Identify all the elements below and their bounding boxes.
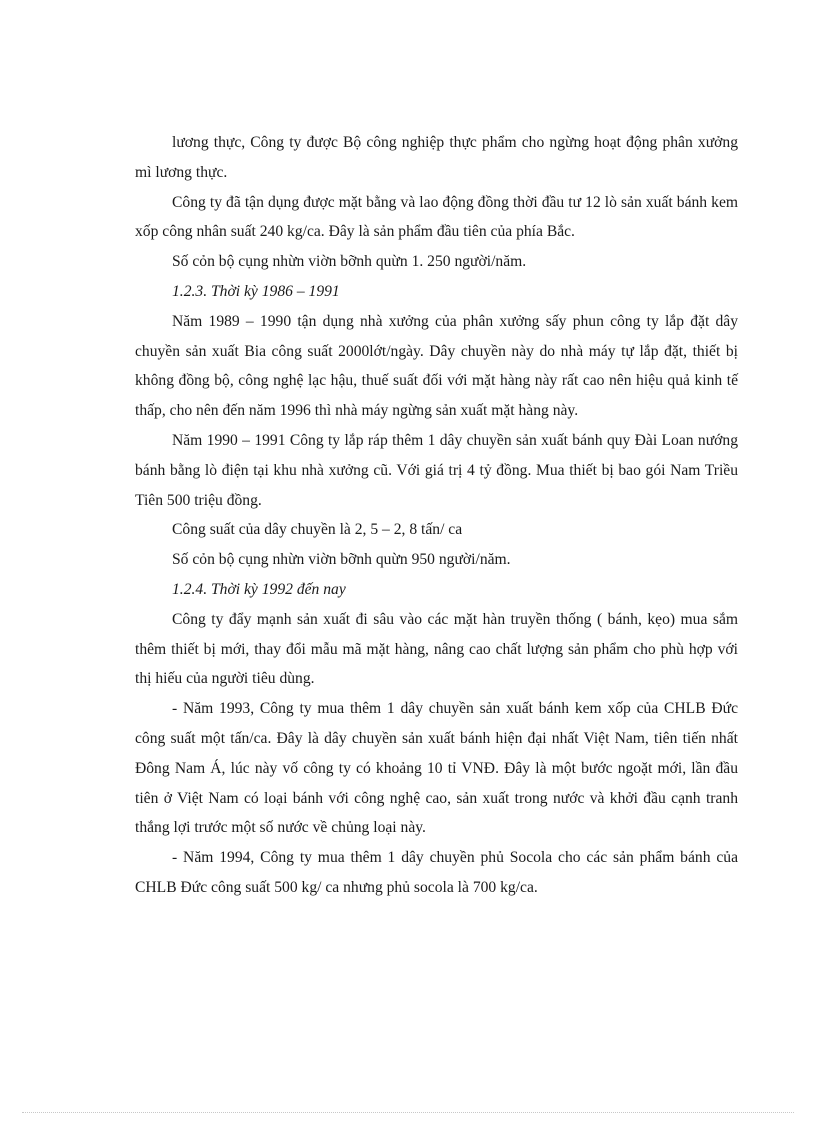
section-heading: 1.2.4. Thời kỳ 1992 đến nay <box>172 580 346 598</box>
paragraph: Số cỏn bộ cụng nhừn viờn bỡnh quừn 950 người/năm. <box>172 551 511 569</box>
page-bottom-divider <box>22 1112 794 1113</box>
paragraph: Năm 1989 – 1990 tận dụng nhà xưởng của phân xưởng sấy phun công ty lắp đặt dây chuyền sản xuất Bia công suất 2000lớt/ngày. Dây chuyền này do nhà máy tự lắp đặt, thiết bị không đồng bộ, công nghệ lạc hậu, thuế suất đối với mặt hàng này rất cao nên hiệu quả kinh tế thấp, cho nên đến năm 1996 thì nhà máy ngừng sản xuất mặt hàng này. <box>135 312 738 420</box>
paragraph: - Năm 1993, Công ty mua thêm 1 dây chuyền sản xuất bánh kem xốp của CHLB Đức công suất một tấn/ca. Đây là dây chuyền sản xuất bánh hiện đại nhất Việt Nam, tiên tiến nhất Đông Nam Á, lúc này vố công ty có khoảng 10 tỉ VNĐ. Đây là một bước ngoặt mới, lần đầu tiên ở Việt Nam có loại bánh với công nghệ cao, sản xuất trong nước và khởi đầu cạnh tranh thắng lợi trước một số nước về chủng loại này. <box>135 700 738 837</box>
paragraph: Công ty đẩy mạnh sản xuất đi sâu vào các mặt hàn truyền thống ( bánh, kẹo) mua sắm thêm thiết bị mới, thay đổi mẫu mã mặt hàng, nâng cao chất lượng sản phẩm cho phù hợp với thị hiếu của người tiêu dùng. <box>135 610 738 688</box>
paragraph: Công suất của dây chuyền là 2, 5 – 2, 8 tấn/ ca <box>172 521 463 539</box>
paragraph: Số cỏn bộ cụng nhừn viờn bỡnh quừn 1. 250 người/năm. <box>172 253 527 271</box>
section-heading: 1.2.3. Thời kỳ 1986 – 1991 <box>172 282 340 300</box>
paragraph: Công ty đã tận dụng được mặt bằng và lao động đồng thời đầu tư 12 lò sản xuất bánh kem xốp công nhân suất 240 kg/ca. Đây là sản phẩm đầu tiên của phía Bắc. <box>135 193 738 241</box>
document-body <box>135 128 738 903</box>
paragraph: - Năm 1994, Công ty mua thêm 1 dây chuyền phủ Socola cho các sản phẩm bánh của CHLB Đức công suất 500 kg/ ca nhưng phủ socola là 700 kg/ca. <box>135 849 738 896</box>
paragraph: lương thực, Công ty được Bộ công nghiệp thực phẩm cho ngừng hoạt động phân xưởng mì lương thực. <box>135 134 738 181</box>
paragraph: Năm 1990 – 1991 Công ty lắp ráp thêm 1 dây chuyền sản xuất bánh quy Đài Loan nướng bánh bằng lò điện tại khu nhà xưởng cũ. Với giá trị 4 tỷ đồng. Mua thiết bị bao gói Nam Triều Tiên 500 triệu đồng. <box>135 431 738 509</box>
